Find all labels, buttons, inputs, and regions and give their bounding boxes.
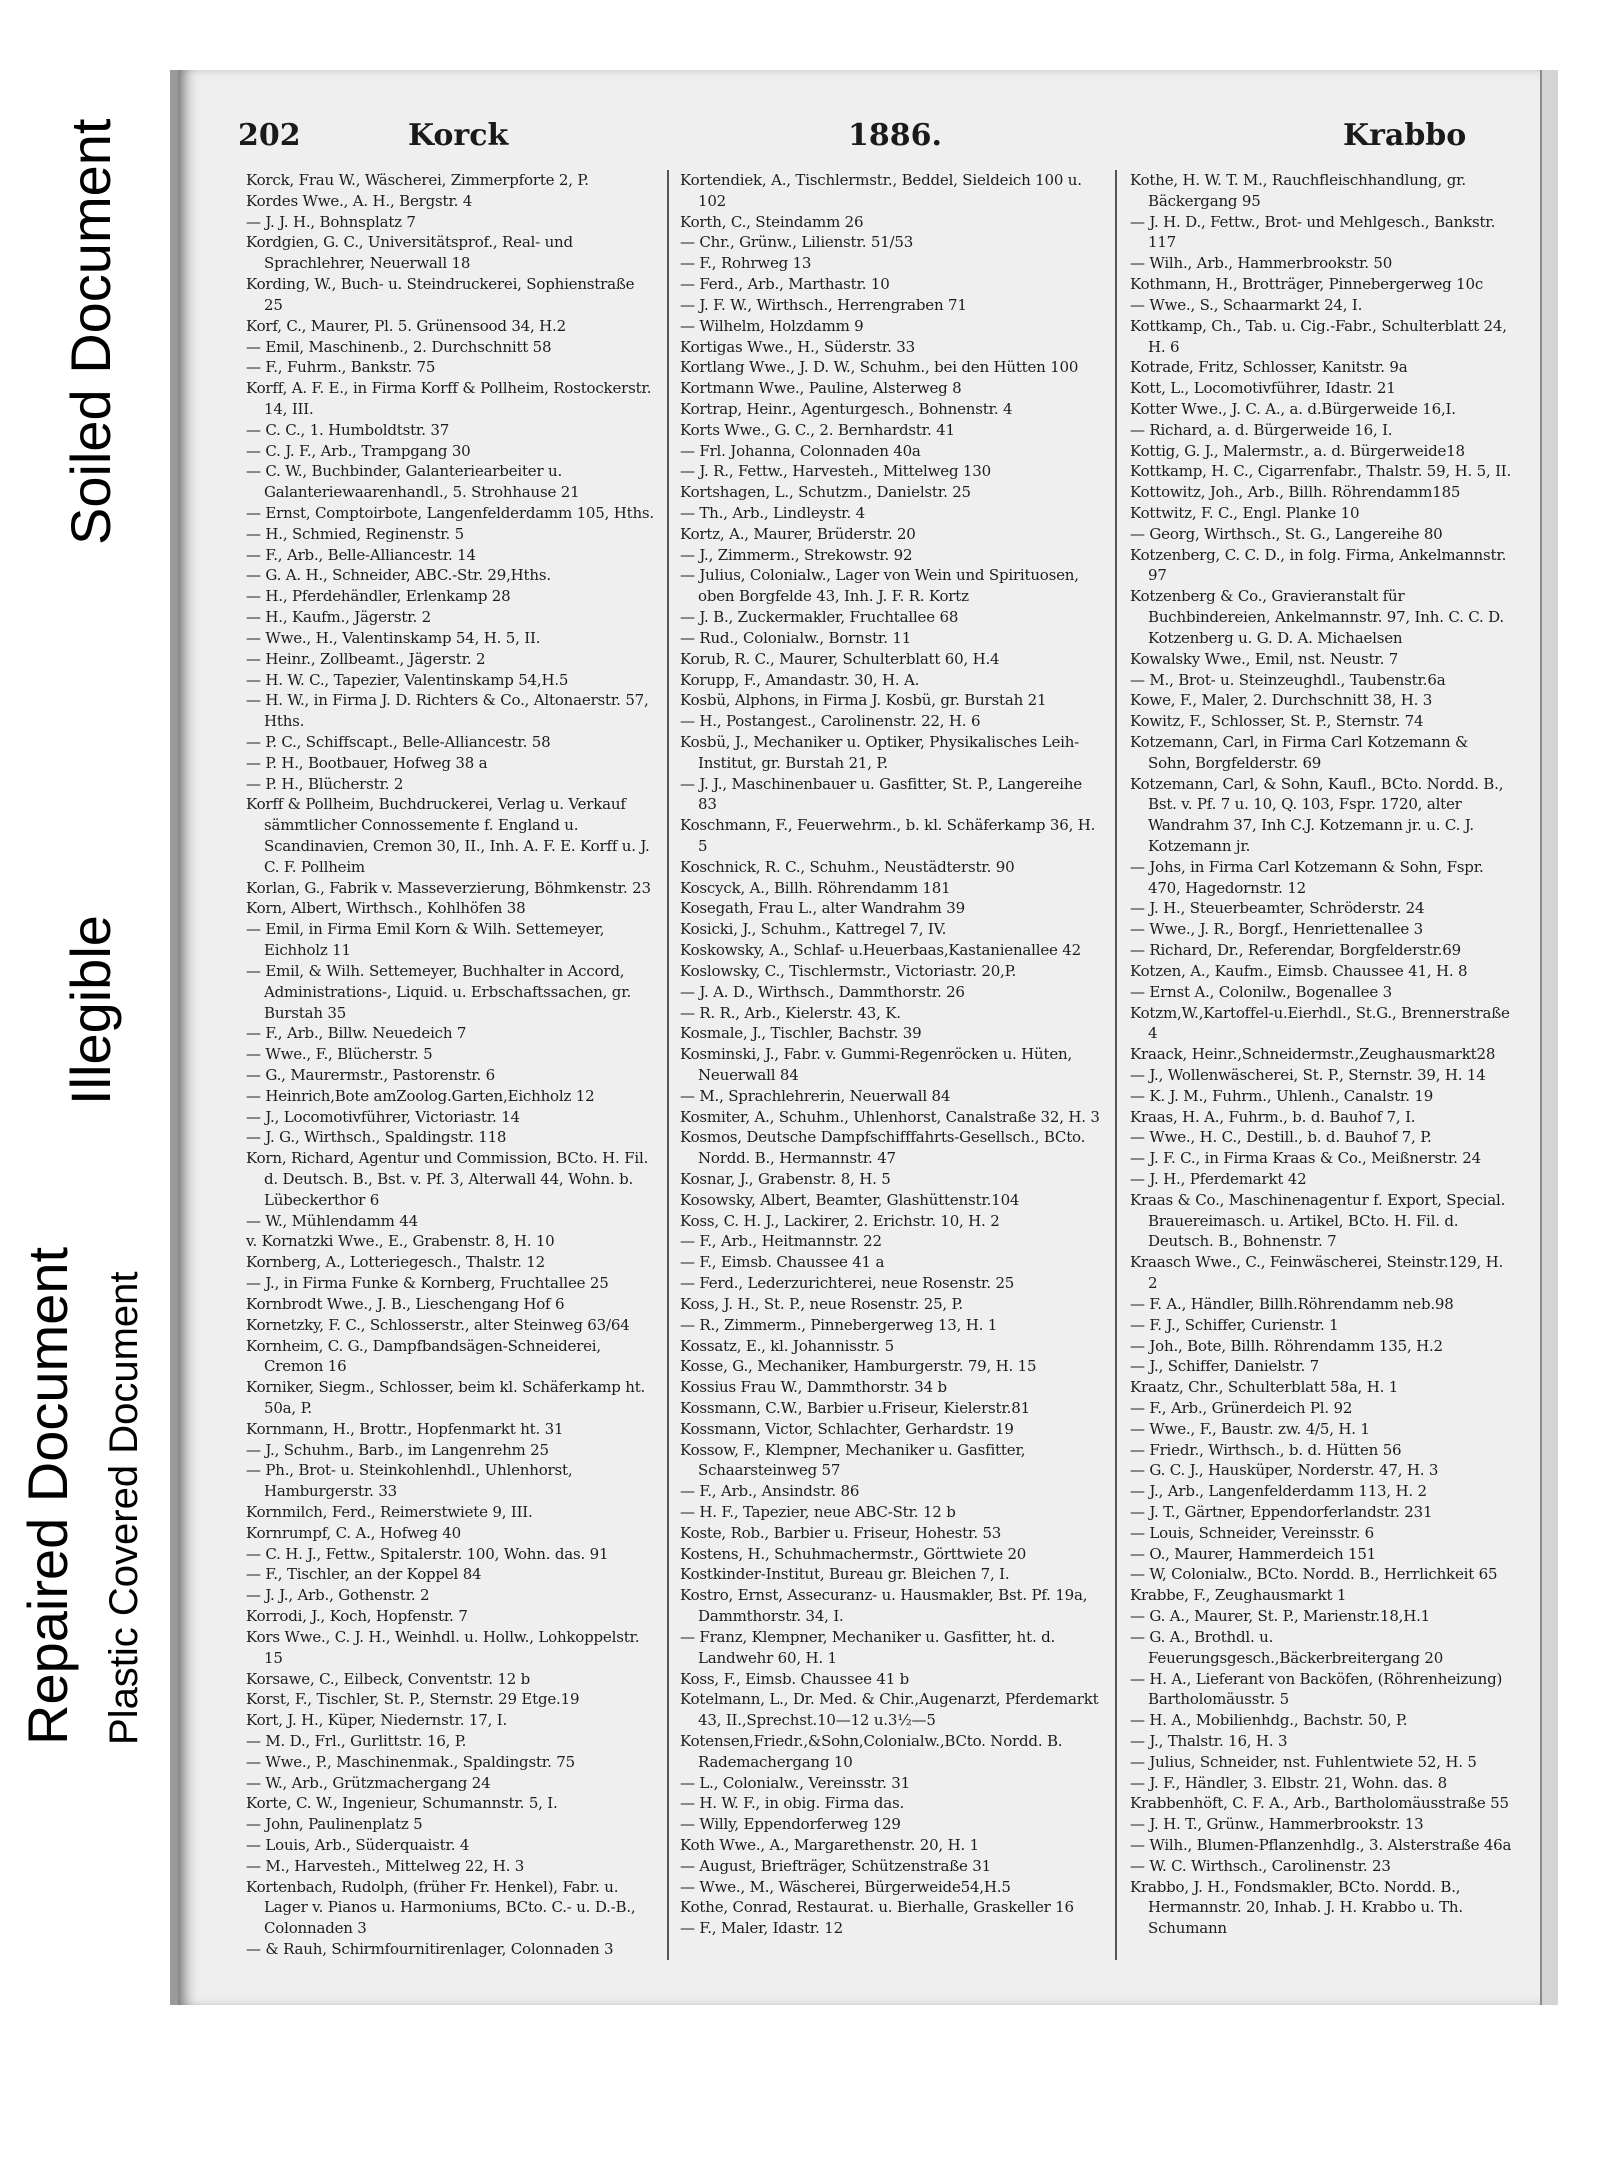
directory-entry: — Emil, & Wilh. Settemeyer, Buchhalter in Accord, Administrations-, Liquid. u. Erbschaftssachen, gr. Burstah 35 bbox=[246, 961, 632, 1022]
directory-entry: — F. A., Händler, Billh.Röhrendamm neb.98 bbox=[1130, 1294, 1454, 1313]
directory-entry: Korsawe, C., Eilbeck, Conventstr. 12 b bbox=[246, 1669, 531, 1688]
header-right-word: Krabbo bbox=[1343, 118, 1467, 153]
directory-entry: — J. F. C., in Firma Kraas & Co., Meißnerstr. 24 bbox=[1130, 1149, 1481, 1168]
directory-entry: Kortendiek, A., Tischlermstr., Beddel, Sieldeich 100 u. 102 bbox=[680, 171, 1082, 210]
directory-entry: — Ph., Brot- u. Steinkohlenhdl., Uhlenhorst, Hamburgerstr. 33 bbox=[246, 1461, 573, 1501]
directory-entry: — H. A., Mobilienhdg., Bachstr. 50, P. bbox=[1130, 1711, 1408, 1730]
directory-entry: — Wwe., F., Blücherstr. 5 bbox=[246, 1045, 433, 1064]
directory-entry: — J. H. D., Fettw., Brot- und Mehlgesch., Bankstr. 117 bbox=[1130, 212, 1496, 252]
directory-entry: — J. F., Händler, 3. Elbstr. 21, Wohn. das. 8 bbox=[1130, 1773, 1447, 1792]
directory-entry: — G. A., Maurer, St. P., Marienstr.18,H.1 bbox=[1130, 1607, 1431, 1626]
page-number: 202 bbox=[238, 118, 301, 153]
directory-entry: Kotelmann, L., Dr. Med. & Chir.,Augenarzt, Pferdemarkt 43, II.,Sprechst.10—12 u.3½—5 bbox=[680, 1690, 1099, 1730]
directory-entry: — Louis, Schneider, Vereinsstr. 6 bbox=[1130, 1523, 1374, 1542]
directory-column-2 bbox=[680, 170, 1100, 1939]
directory-entry: Kossmann, C.W., Barbier u.Friseur, Kielerstr.81 bbox=[680, 1398, 1030, 1417]
directory-entry: Korte, C. W., Ingenieur, Schumannstr. 5, I. bbox=[246, 1794, 558, 1813]
directory-entry: Koschmann, F., Feuerwehrm., b. kl. Schäferkamp 36, H. 5 bbox=[680, 816, 1096, 855]
directory-entry: — August, Briefträger, Schützenstraße 31 bbox=[680, 1856, 991, 1875]
directory-entry: Krabbo, J. H., Fondsmakler, BCto. Nordd. B., Hermannstr. 20, Inhab. J. H. Krabbo u. Th. Schumann bbox=[1130, 1877, 1463, 1938]
directory-entry: — J. J., Maschinenbauer u. Gasfitter, St. P., Langereihe 83 bbox=[680, 774, 1082, 814]
directory-entry: — Emil, in Firma Emil Korn & Wilh. Settemeyer, Eichholz 11 bbox=[246, 920, 605, 960]
directory-entry: Kosmos, Deutsche Dampfschifffahrts-Gesellsch., BCto. Nordd. B., Hermannstr. 47 bbox=[680, 1128, 1086, 1168]
directory-entry: Kosbü, Alphons, in Firma J. Kosbü, gr. Burstah 21 bbox=[680, 691, 1047, 710]
directory-entry: — H. F., Tapezier, neue ABC-Str. 12 b bbox=[680, 1503, 956, 1521]
directory-entry: — F., Rohrweg 13 bbox=[680, 254, 812, 273]
directory-entry: Kossow, F., Klempner, Mechaniker u. Gasfitter, Schaarsteinweg 57 bbox=[680, 1440, 1026, 1480]
directory-entry: Kotzemann, Carl, & Sohn, Kaufl., BCto. Nordd. B., Bst. v. Pf. 7 u. 10, Q. 103, Fspr. 1720, alter Wandrahm 37, Inh C.J. Kotzemann jr. u. C. J. Kotzemann jr. bbox=[1130, 774, 1504, 855]
directory-entry: — Joh., Bote, Billh. Röhrendamm 135, H.2 bbox=[1130, 1336, 1443, 1355]
directory-entry: — Wwe., P., Maschinenmak., Spaldingstr. 75 bbox=[246, 1752, 575, 1771]
directory-entry: Kowe, F., Maler, 2. Durchschnitt 38, H. 3 bbox=[1130, 691, 1433, 710]
directory-entry: Koth Wwe., A., Margarethenstr. 20, H. 1 bbox=[680, 1836, 979, 1854]
directory-entry: Kraatz, Chr., Schulterblatt 58a, H. 1 bbox=[1130, 1378, 1399, 1397]
header-left-word: Korck bbox=[408, 118, 509, 153]
directory-entry: — Ernst, Comptoirbote, Langenfelderdamm 105, Hths. bbox=[246, 504, 654, 522]
header-year: 1886. bbox=[848, 118, 942, 153]
directory-entry: Kostkinder-Institut, Bureau gr. Bleichen 7, I. bbox=[680, 1565, 1010, 1584]
directory-entry: — Wwe., F., Baustr. zw. 4/5, H. 1 bbox=[1130, 1419, 1370, 1438]
directory-entry: Kordes Wwe., A. H., Bergstr. 4 bbox=[246, 191, 473, 210]
directory-entry: — J., in Firma Funke & Kornberg, Fruchtallee 25 bbox=[246, 1274, 609, 1293]
directory-entry: Korf, C., Maurer, Pl. 5. Grünensood 34, H.2 bbox=[246, 316, 566, 335]
directory-entry: — Franz, Klempner, Mechaniker u. Gasfitter, ht. d. Landwehr 60, H. 1 bbox=[680, 1627, 1056, 1667]
directory-entry: — M., Sprachlehrerin, Neuerwall 84 bbox=[680, 1086, 951, 1105]
directory-entry: — Richard, a. d. Bürgerweide 16, I. bbox=[1130, 420, 1393, 439]
directory-entry: — J., Wollenwäscherei, St. P., Sternstr. 39, H. 14 bbox=[1130, 1065, 1486, 1084]
directory-entry: — W., Mühlendamm 44 bbox=[246, 1211, 418, 1230]
directory-entry: — M., Brot- u. Steinzeughdl., Taubenstr.6a bbox=[1130, 670, 1446, 689]
directory-entry: — H., Pferdehändler, Erlenkamp 28 bbox=[246, 587, 511, 606]
directory-entry: — Chr., Grünw., Lilienstr. 51/53 bbox=[680, 233, 914, 252]
directory-entry: — Richard, Dr., Referendar, Borgfelderstr.69 bbox=[1130, 941, 1461, 960]
directory-entry: — H. W., in Firma J. D. Richters & Co., Altonaerstr. 57, Hths. bbox=[246, 691, 649, 731]
directory-entry: — J., Locomotivführer, Victoriastr. 14 bbox=[246, 1107, 520, 1126]
directory-entry: Kotter Wwe., J. C. A., a. d.Bürgerweide 16,I. bbox=[1130, 399, 1456, 418]
directory-entry: Kortmann Wwe., Pauline, Alsterweg 8 bbox=[680, 379, 962, 398]
directory-entry: — F., Maler, Idastr. 12 bbox=[680, 1919, 843, 1938]
directory-entry: — J. H. T., Grünw., Hammerbrookstr. 13 bbox=[1130, 1815, 1424, 1834]
directory-entry: — Wwe., S., Schaarmarkt 24, I. bbox=[1130, 295, 1363, 314]
directory-entry: — H. W. C., Tapezier, Valentinskamp 54,H.5 bbox=[246, 670, 569, 689]
directory-entry: — P. C., Schiffscapt., Belle-Alliancestr. 58 bbox=[246, 732, 551, 751]
directory-entry: — J., Schuhm., Barb., im Langenrehm 25 bbox=[246, 1440, 549, 1459]
directory-entry: — W. C. Wirthsch., Carolinenstr. 23 bbox=[1130, 1856, 1391, 1875]
directory-entry: — J. J., Arb., Gothenstr. 2 bbox=[246, 1586, 430, 1605]
directory-entry: Koskowsky, A., Schlaf- u.Heuerbaas,Kastanienallee 42 bbox=[680, 941, 1081, 960]
directory-entry: Korub, R. C., Maurer, Schulterblatt 60, H.4 bbox=[680, 649, 1000, 668]
directory-entry: Kossatz, E., kl. Johannisstr. 5 bbox=[680, 1336, 894, 1355]
directory-entry: — R., Zimmerm., Pinnebergerweg 13, H. 1 bbox=[680, 1315, 998, 1334]
directory-entry: Kotrade, Fritz, Schlosser, Kanitstr. 9a bbox=[1130, 358, 1408, 377]
directory-entry: Kortenbach, Rudolph, (früher Fr. Henkel), Fabr. u. Lager v. Pianos u. Harmoniums, BCto. C.- u. D.-B., Colonnaden 3 bbox=[246, 1877, 636, 1938]
directory-entry: — Rud., Colonialw., Bornstr. 11 bbox=[680, 628, 912, 647]
directory-entry: Krabbe, F., Zeughausmarkt 1 bbox=[1130, 1586, 1347, 1605]
directory-entry: Kraasch Wwe., C., Feinwäscherei, Steinstr.129, H. 2 bbox=[1130, 1253, 1504, 1293]
directory-entry: — Emil, Maschinenb., 2. Durchschnitt 58 bbox=[246, 337, 552, 356]
directory-entry: — Wwe., M., Wäscherei, Bürgerweide54,H.5 bbox=[680, 1877, 1011, 1896]
condition-labels bbox=[0, 0, 175, 2177]
column-rule-2 bbox=[1115, 170, 1117, 1960]
directory-entry: Kowalsky Wwe., Emil, nst. Neustr. 7 bbox=[1130, 649, 1399, 668]
directory-entry: — Louis, Arb., Süderquaistr. 4 bbox=[246, 1836, 470, 1854]
label-repaired: Repaired Document bbox=[16, 1246, 79, 1745]
page-header bbox=[238, 118, 1508, 162]
directory-entry: — Wilh., Blumen-Pflanzenhdlg., 3. Alsterstraße 46a bbox=[1130, 1836, 1512, 1854]
directory-entry: — G., Maurermstr., Pastorenstr. 6 bbox=[246, 1065, 496, 1084]
directory-entry: — C. J. F., Arb., Trampgang 30 bbox=[246, 441, 471, 460]
directory-entry: — J. H., Pferdemarkt 42 bbox=[1130, 1170, 1307, 1188]
directory-entry: — G. A., Brothdl. u. Feuerungsgesch.,Bäckerbreitergang 20 bbox=[1130, 1627, 1444, 1667]
directory-entry: — M. D., Frl., Gurlittstr. 16, P. bbox=[246, 1731, 467, 1750]
directory-entry: — Wilhelm, Holzdamm 9 bbox=[680, 316, 864, 335]
directory-entry: Kottwitz, F. C., Engl. Planke 10 bbox=[1130, 504, 1360, 522]
directory-entry: Korst, F., Tischler, St. P., Sternstr. 29 Etge.19 bbox=[246, 1690, 580, 1709]
directory-entry: — J. R., Fettw., Harvesteh., Mittelweg 130 bbox=[680, 462, 991, 481]
directory-entry: Korff, A. F. E., in Firma Korff & Pollheim, Rostockerstr. 14, III. bbox=[246, 379, 652, 418]
directory-entry: Kotzen, A., Kaufm., Eimsb. Chaussee 41, H. 8 bbox=[1130, 961, 1468, 980]
directory-entry: Koss, C. H. J., Lackirer, 2. Erichstr. 10, H. 2 bbox=[680, 1211, 1000, 1230]
directory-entry: — F., Arb., Grünerdeich Pl. 92 bbox=[1130, 1398, 1353, 1417]
directory-entry: — F., Arb., Belle-Alliancestr. 14 bbox=[246, 545, 476, 564]
directory-entry: — Wwe., J. R., Borgf., Henriettenallee 3 bbox=[1130, 920, 1423, 939]
directory-entry: Kornheim, C. G., Dampfbandsägen-Schneiderei, Cremon 16 bbox=[246, 1336, 601, 1376]
directory-entry: — Willy, Eppendorferweg 129 bbox=[680, 1815, 901, 1834]
directory-entry: — F., Arb., Ansindstr. 86 bbox=[680, 1482, 860, 1501]
directory-entry: Kors Wwe., C. J. H., Weinhdl. u. Hollw., Lohkoppelstr. 15 bbox=[246, 1627, 640, 1667]
directory-entry: Kosbü, J., Mechaniker u. Optiker, Physikalisches Leih-Institut, gr. Burstah 21, P. bbox=[680, 732, 1080, 772]
directory-entry: Kossius Frau W., Dammthorstr. 34 b bbox=[680, 1378, 947, 1397]
directory-entry: Kort, J. H., Küper, Niedernstr. 17, I. bbox=[246, 1711, 508, 1730]
directory-entry: — M., Harvesteh., Mittelweg 22, H. 3 bbox=[246, 1856, 525, 1875]
directory-entry: — R. R., Arb., Kielerstr. 43, K. bbox=[680, 1003, 901, 1022]
directory-entry: Korniker, Siegm., Schlosser, beim kl. Schäferkamp ht. 50a, P. bbox=[246, 1378, 646, 1417]
directory-entry: Kraas & Co., Maschinenagentur f. Export, Special. Brauereimasch. u. Artikel, BCto. H. Fil. d. Deutsch. B., Bohnenstr. 7 bbox=[1130, 1190, 1506, 1251]
directory-entry: — Ferd., Arb., Marthastr. 10 bbox=[680, 275, 890, 294]
directory-entry: — John, Paulinenplatz 5 bbox=[246, 1815, 423, 1834]
directory-entry: Korts Wwe., G. C., 2. Bernhardstr. 41 bbox=[680, 420, 955, 439]
directory-entry: v. Kornatzki Wwe., E., Grabenstr. 8, H. 10 bbox=[246, 1232, 555, 1251]
directory-entry: Kottowitz, Joh., Arb., Billh. Röhrendamm185 bbox=[1130, 483, 1461, 502]
directory-entry: — Julius, Colonialw., Lager von Wein und Spirituosen, oben Borgfelde 43, Inh. J. F. R. Kortz bbox=[680, 566, 1079, 606]
label-plastic: Plastic Covered Document bbox=[102, 1271, 146, 1745]
directory-entry: Koss, J. H., St. P., neue Rosenstr. 25, P. bbox=[680, 1294, 963, 1313]
directory-entry: Kornetzky, F. C., Schlosserstr., alter Steinweg 63/64 bbox=[246, 1315, 630, 1334]
directory-entry: — J. A. D., Wirthsch., Dammthorstr. 26 bbox=[680, 982, 965, 1001]
directory-entry: Kottkamp, Ch., Tab. u. Cig.-Fabr., Schulterblatt 24, H. 6 bbox=[1130, 316, 1507, 356]
directory-entry: Kornmann, H., Brottr., Hopfenmarkt ht. 31 bbox=[246, 1419, 564, 1438]
directory-entry: Kosowsky, Albert, Beamter, Glashüttenstr.104 bbox=[680, 1190, 1020, 1209]
directory-entry: — F., Arb., Billw. Neuedeich 7 bbox=[246, 1024, 467, 1043]
directory-entry: — F. J., Schiffer, Curienstr. 1 bbox=[1130, 1315, 1339, 1334]
directory-entry: — K. J. M., Fuhrm., Uhlenh., Canalstr. 19 bbox=[1130, 1086, 1434, 1105]
directory-entry: Kotzm,W.,Kartoffel-u.Eierhdl., St.G., Brennerstraße 4 bbox=[1130, 1003, 1510, 1043]
directory-entry: Koschnick, R. C., Schuhm., Neustädterstr. 90 bbox=[680, 857, 1015, 876]
directory-entry: Kosmale, J., Tischler, Bachstr. 39 bbox=[680, 1024, 922, 1043]
directory-entry: Kortrap, Heinr., Agenturgesch., Bohnenstr. 4 bbox=[680, 399, 1013, 418]
directory-entry: — Johs, in Firma Carl Kotzemann & Sohn, Fspr. 470, Hagedornstr. 12 bbox=[1130, 857, 1484, 897]
directory-entry: Korn, Richard, Agentur und Commission, BCto. H. Fil. d. Deutsch. B., Bst. v. Pf. 3, Alterwall 44, Wohn. b. Lübeckerthor 6 bbox=[246, 1149, 649, 1209]
directory-entry: Korck, Frau W., Wäscherei, Zimmerpforte 2, P. bbox=[246, 171, 589, 189]
directory-entry: — Julius, Schneider, nst. Fuhlentwiete 52, H. 5 bbox=[1130, 1752, 1477, 1771]
directory-entry: Kotzenberg & Co., Gravieranstalt für Buchbindereien, Ankelmannstr. 97, Inh. C. C. D. Kotzenberg u. G. D. A. Michaelsen bbox=[1130, 587, 1504, 647]
directory-entry: — J. J. H., Bohnsplatz 7 bbox=[246, 212, 416, 231]
directory-entry: Kordgien, G. C., Universitätsprof., Real- und Sprachlehrer, Neuerwall 18 bbox=[246, 233, 573, 273]
directory-column-3 bbox=[1130, 170, 1512, 1939]
directory-entry: Kotensen,Friedr.,&Sohn,Colonialw.,BCto. Nordd. B. Rademachergang 10 bbox=[680, 1731, 1063, 1771]
directory-entry: Kothmann, H., Brotträger, Pinnebergerweg 10c bbox=[1130, 275, 1484, 294]
directory-entry: Kott, L., Locomotivführer, Idastr. 21 bbox=[1130, 379, 1396, 398]
directory-entry: — Wwe., H. C., Destill., b. d. Bauhof 7, P. bbox=[1130, 1128, 1432, 1147]
directory-entry: — C. W., Buchbinder, Galanteriearbeiter u. Galanteriewaarenhandl., 5. Strohhause 21 bbox=[246, 462, 580, 502]
directory-entry: — F., Arb., Heitmannstr. 22 bbox=[680, 1232, 882, 1251]
directory-entry: Kottig, G. J., Malermstr., a. d. Bürgerweide18 bbox=[1130, 441, 1465, 460]
directory-entry: Kortshagen, L., Schutzm., Danielstr. 25 bbox=[680, 483, 971, 502]
directory-entry: — F., Fuhrm., Bankstr. 75 bbox=[246, 358, 436, 377]
directory-entry: — W, Colonialw., BCto. Nordd. B., Herrlichkeit 65 bbox=[1130, 1565, 1498, 1584]
directory-entry: — Heinrich,Bote amZoolog.Garten,Eichholz 12 bbox=[246, 1086, 595, 1105]
directory-entry: Kortigas Wwe., H., Süderstr. 33 bbox=[680, 337, 915, 356]
book-spine bbox=[1540, 70, 1558, 2005]
directory-entry: — W., Arb., Grützmachergang 24 bbox=[246, 1773, 491, 1792]
label-soiled: Soiled Document bbox=[59, 118, 122, 545]
directory-entry: Koslowsky, C., Tischlermstr., Victoriastr. 20,P. bbox=[680, 961, 1017, 980]
column-rule-1 bbox=[667, 170, 669, 1960]
directory-entry: — Ferd., Lederzurichterei, neue Rosenstr. 25 bbox=[680, 1274, 1015, 1293]
directory-entry: Kraack, Heinr.,Schneidermstr.,Zeughausmarkt28 bbox=[1130, 1045, 1496, 1064]
directory-entry: Kosnar, J., Grabenstr. 8, H. 5 bbox=[680, 1170, 891, 1188]
directory-entry: Korff & Pollheim, Buchdruckerei, Verlag u. Verkauf sämmtlicher Connossemente f. England u. Scandinavien, Cremon 30, II., Inh. A. F. E. Korff u. J. C. F. Pollheim bbox=[246, 795, 650, 876]
directory-entry: — O., Maurer, Hammerdeich 151 bbox=[1130, 1544, 1377, 1563]
directory-entry: — J. H., Steuerbeamter, Schröderstr. 24 bbox=[1130, 899, 1425, 918]
directory-entry: — H. W. F., in obig. Firma das. bbox=[680, 1794, 905, 1813]
directory-entry: — F., Eimsb. Chaussee 41 a bbox=[680, 1253, 885, 1272]
directory-entry: — C. H. J., Fettw., Spitalerstr. 100, Wohn. das. 91 bbox=[246, 1544, 609, 1563]
directory-entry: — H., Schmied, Reginenstr. 5 bbox=[246, 524, 465, 543]
directory-entry: — J. T., Gärtner, Eppendorferlandstr. 231 bbox=[1130, 1503, 1433, 1521]
directory-entry: Kosmiter, A., Schuhm., Uhlenhorst, Canalstraße 32, H. 3 bbox=[680, 1107, 1100, 1126]
directory-entry: Kortlang Wwe., J. D. W., Schuhm., bei den Hütten 100 bbox=[680, 358, 1079, 377]
directory-entry: Kostens, H., Schuhmachermstr., Görttwiete 20 bbox=[680, 1544, 1027, 1563]
directory-entry: Kowitz, F., Schlosser, St. P., Sternstr. 74 bbox=[1130, 712, 1424, 731]
scanned-page bbox=[170, 70, 1558, 2005]
label-illegible: Illegible bbox=[59, 915, 122, 1105]
directory-entry: — Th., Arb., Lindleystr. 4 bbox=[680, 504, 865, 522]
directory-entry: Koste, Rob., Barbier u. Friseur, Hohestr. 53 bbox=[680, 1523, 1002, 1542]
directory-entry: Kossmann, Victor, Schlachter, Gerhardstr. 19 bbox=[680, 1419, 1014, 1438]
directory-entry: Korth, C., Steindamm 26 bbox=[680, 212, 864, 231]
directory-entry: Kosse, G., Mechaniker, Hamburgerstr. 79, H. 15 bbox=[680, 1357, 1037, 1376]
directory-entry: — J. G., Wirthsch., Spaldingstr. 118 bbox=[246, 1128, 507, 1147]
directory-entry: — Georg, Wirthsch., St. G., Langereihe 80 bbox=[1130, 524, 1443, 543]
directory-entry: Korn, Albert, Wirthsch., Kohlhöfen 38 bbox=[246, 899, 526, 918]
directory-entry: Kornbrodt Wwe., J. B., Lieschengang Hof 6 bbox=[246, 1294, 565, 1313]
directory-entry: — J. B., Zuckermakler, Fruchtallee 68 bbox=[680, 608, 959, 627]
directory-entry: Kosegath, Frau L., alter Wandrahm 39 bbox=[680, 899, 965, 918]
directory-entry: — Heinr., Zollbeamt., Jägerstr. 2 bbox=[246, 649, 486, 668]
directory-entry: Kothe, Conrad, Restaurat. u. Bierhalle, Graskeller 16 bbox=[680, 1898, 1074, 1917]
directory-entry: Kornrumpf, C. A., Hofweg 40 bbox=[246, 1523, 461, 1542]
directory-entry: Kortz, A., Maurer, Brüderstr. 20 bbox=[680, 524, 916, 543]
directory-entry: — G. A. H., Schneider, ABC.-Str. 29,Hths. bbox=[246, 566, 551, 585]
directory-entry: — P. H., Blücherstr. 2 bbox=[246, 774, 404, 793]
directory-entry: — J. F. W., Wirthsch., Herrengraben 71 bbox=[680, 295, 967, 314]
directory-entry: — C. C., 1. Humboldtstr. 37 bbox=[246, 420, 450, 439]
directory-entry: — Frl. Johanna, Colonnaden 40a bbox=[680, 441, 921, 460]
directory-entry: — H. A., Lieferant von Backöfen, (Röhrenheizung) Bartholomäusstr. 5 bbox=[1130, 1669, 1503, 1709]
directory-entry: — L., Colonialw., Vereinsstr. 31 bbox=[680, 1773, 910, 1792]
directory-entry: Koss, F., Eimsb. Chaussee 41 b bbox=[680, 1669, 910, 1688]
directory-entry: Koscyck, A., Billh. Röhrendamm 181 bbox=[680, 878, 951, 897]
directory-entry: Kotzemann, Carl, in Firma Carl Kotzemann & Sohn, Borgfelderstr. 69 bbox=[1130, 732, 1469, 772]
directory-entry: Kornmilch, Ferd., Reimerstwiete 9, III. bbox=[246, 1503, 533, 1521]
directory-column-1 bbox=[246, 170, 654, 1960]
directory-entry: Kotzenberg, C. C. D., in folg. Firma, Ankelmannstr. 97 bbox=[1130, 545, 1507, 585]
directory-entry: — P. H., Bootbauer, Hofweg 38 a bbox=[246, 753, 488, 772]
directory-entry: Kording, W., Buch- u. Steindruckerei, Sophienstraße 25 bbox=[246, 275, 635, 314]
directory-entry: — Ernst A., Colonilw., Bogenallee 3 bbox=[1130, 982, 1392, 1001]
directory-entry: — H., Kaufm., Jägerstr. 2 bbox=[246, 608, 431, 627]
directory-entry: Krabbenhöft, C. F. A., Arb., Bartholomäusstraße 55 bbox=[1130, 1794, 1509, 1813]
directory-entry: Kornberg, A., Lotteriegesch., Thalstr. 12 bbox=[246, 1253, 545, 1272]
directory-entry: Kottkamp, H. C., Cigarrenfabr., Thalstr. 59, H. 5, II. bbox=[1130, 462, 1512, 481]
directory-entry: — H., Postangest., Carolinenstr. 22, H. 6 bbox=[680, 712, 981, 731]
directory-entry: — J., Schiffer, Danielstr. 7 bbox=[1130, 1357, 1319, 1376]
directory-entry: Korrodi, J., Koch, Hopfenstr. 7 bbox=[246, 1607, 468, 1626]
directory-entry: — Wwe., H., Valentinskamp 54, H. 5, II. bbox=[246, 628, 541, 647]
directory-entry: — & Rauh, Schirmfournitirenlager, Colonnaden 3 bbox=[246, 1940, 614, 1959]
directory-entry: Kraas, H. A., Fuhrm., b. d. Bauhof 7, I. bbox=[1130, 1107, 1416, 1126]
directory-entry: — J., Thalstr. 16, H. 3 bbox=[1130, 1731, 1288, 1750]
directory-entry: — J., Arb., Langenfelderdamm 113, H. 2 bbox=[1130, 1482, 1427, 1501]
directory-entry: Kosicki, J., Schuhm., Kattregel 7, IV. bbox=[680, 920, 947, 939]
directory-entry: — J., Zimmerm., Strekowstr. 92 bbox=[680, 545, 913, 564]
directory-entry: — Friedr., Wirthsch., b. d. Hütten 56 bbox=[1130, 1440, 1402, 1459]
directory-entry: — F., Tischler, an der Koppel 84 bbox=[246, 1565, 482, 1584]
directory-entry: Korlan, G., Fabrik v. Masseverzierung, Böhmkenstr. 23 bbox=[246, 878, 651, 897]
directory-entry: Kostro, Ernst, Assecuranz- u. Hausmakler, Bst. Pf. 19a, Dammthorstr. 34, I. bbox=[680, 1586, 1088, 1626]
directory-entry: — G. C. J., Hausküper, Norderstr. 47, H. 3 bbox=[1130, 1461, 1439, 1480]
directory-entry: Kosminski, J., Fabr. v. Gummi-Regenröcken u. Hüten, Neuerwall 84 bbox=[680, 1045, 1073, 1084]
directory-entry: Korupp, F., Amandastr. 30, H. A. bbox=[680, 670, 920, 689]
directory-entry: — Wilh., Arb., Hammerbrookstr. 50 bbox=[1130, 254, 1393, 273]
directory-entry: Kothe, H. W. T. M., Rauchfleischhandlung, gr. Bäckergang 95 bbox=[1130, 171, 1466, 210]
